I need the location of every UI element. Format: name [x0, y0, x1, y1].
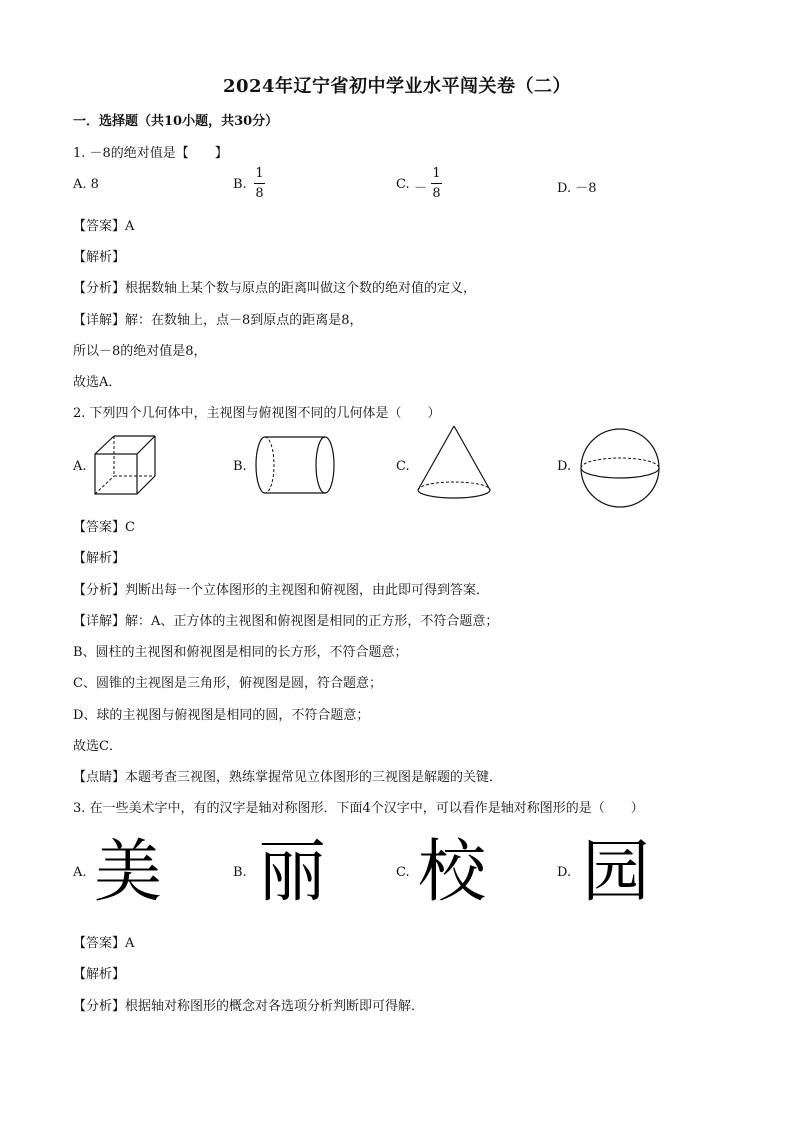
q2-detail-d: D、球的主视图与俯视图是相同的圆，不符合题意； [73, 708, 370, 723]
q1-jiexi: 【解析】 [73, 250, 126, 265]
q2-option-c-letter: C. [396, 459, 410, 474]
q1-option-b-fraction [254, 166, 265, 201]
page-title: 2024年辽宁省初中学业水平闯关卷（二） [222, 76, 572, 97]
cone-icon [414, 424, 494, 500]
q1-stem: 1. －8的绝对值是【 】 [73, 146, 228, 161]
q2-detail: 【详解】解：A、正方体的主视图和俯视图是相同的正方形，不符合题意； [73, 614, 499, 629]
q3-jiexi: 【解析】 [73, 967, 126, 982]
q2-detail-b: B、圆柱的主视图和俯视图是相同的长方形，不符合题意； [73, 645, 408, 660]
q2-jiexi: 【解析】 [73, 551, 126, 566]
q1-option-a [73, 177, 99, 192]
fraction-bar [254, 183, 265, 184]
q3-option-c-char: 校 [418, 833, 487, 912]
cube-icon [92, 434, 158, 496]
q2-detail-c: C、圆锥的主视图是三角形，俯视图是圆，符合题意； [73, 676, 382, 691]
q1-option-c-sign: － [414, 181, 428, 196]
cylinder-icon [253, 434, 337, 496]
q3-option-b-letter: B. [233, 865, 247, 880]
q1-choose: 故选A． [73, 375, 122, 390]
q2-choose: 故选C． [73, 739, 122, 754]
q3-option-b-char: 丽 [258, 833, 327, 912]
option-letter: D. [557, 181, 572, 196]
fraction-denominator: 8 [432, 186, 441, 201]
q3-option-a-char: 美 [94, 833, 163, 912]
q2-answer: 【答案】C [73, 520, 135, 535]
fraction-denominator: 8 [255, 186, 264, 201]
q3-answer: 【答案】A [73, 936, 135, 951]
q1-answer: 【答案】A [73, 219, 135, 234]
q1-analysis: 【分析】根据数轴上某个数与原点的距离叫做这个数的绝对值的定义， [73, 281, 477, 296]
option-text: －8 [575, 181, 597, 196]
q1-detail: 【详解】解：在数轴上，点－8到原点的距离是8， [73, 313, 363, 328]
q3-option-c-letter: C. [396, 865, 410, 880]
fraction-numerator: 1 [255, 166, 264, 181]
q3-analysis: 【分析】根据轴对称图形的概念对各选项分析判断即可得解． [73, 999, 425, 1014]
option-letter: A. [73, 177, 87, 192]
q2-option-d-letter: D. [557, 459, 572, 474]
q3-option-a-letter: A. [73, 865, 87, 880]
q1-option-b-letter: B. [233, 177, 247, 192]
q2-option-b-letter: B. [233, 459, 247, 474]
q3-option-d-char: 园 [582, 833, 651, 912]
sphere-icon [578, 427, 662, 509]
section-heading: 一．选择题（共10小题，共30分） [73, 114, 279, 129]
q2-stem: 2. 下列四个几何体中，主视图与俯视图不同的几何体是（ ） [73, 406, 441, 421]
fraction-numerator: 1 [432, 166, 441, 181]
q2-analysis: 【分析】判断出每一个立体图形的主视图和俯视图，由此即可得到答案． [73, 583, 490, 598]
option-text: 8 [90, 177, 99, 192]
q1-option-c-fraction [431, 166, 442, 201]
q1-option-d [557, 177, 597, 196]
q2-option-a-letter: A. [73, 459, 87, 474]
q3-stem: 3. 在一些美术字中，有的汉字是轴对称图形．下面4个汉字中，可以看作是轴对称图形的是（ ） [73, 801, 644, 816]
q2-remark: 【点睛】本题考查三视图，熟练掌握常见立体图形的三视图是解题的关键． [73, 770, 503, 785]
q1-detail-line2: 所以－8的绝对值是8， [73, 344, 207, 359]
fraction-bar [431, 183, 442, 184]
q3-option-d-letter: D. [557, 865, 572, 880]
q1-option-c-letter: C. [396, 177, 410, 192]
